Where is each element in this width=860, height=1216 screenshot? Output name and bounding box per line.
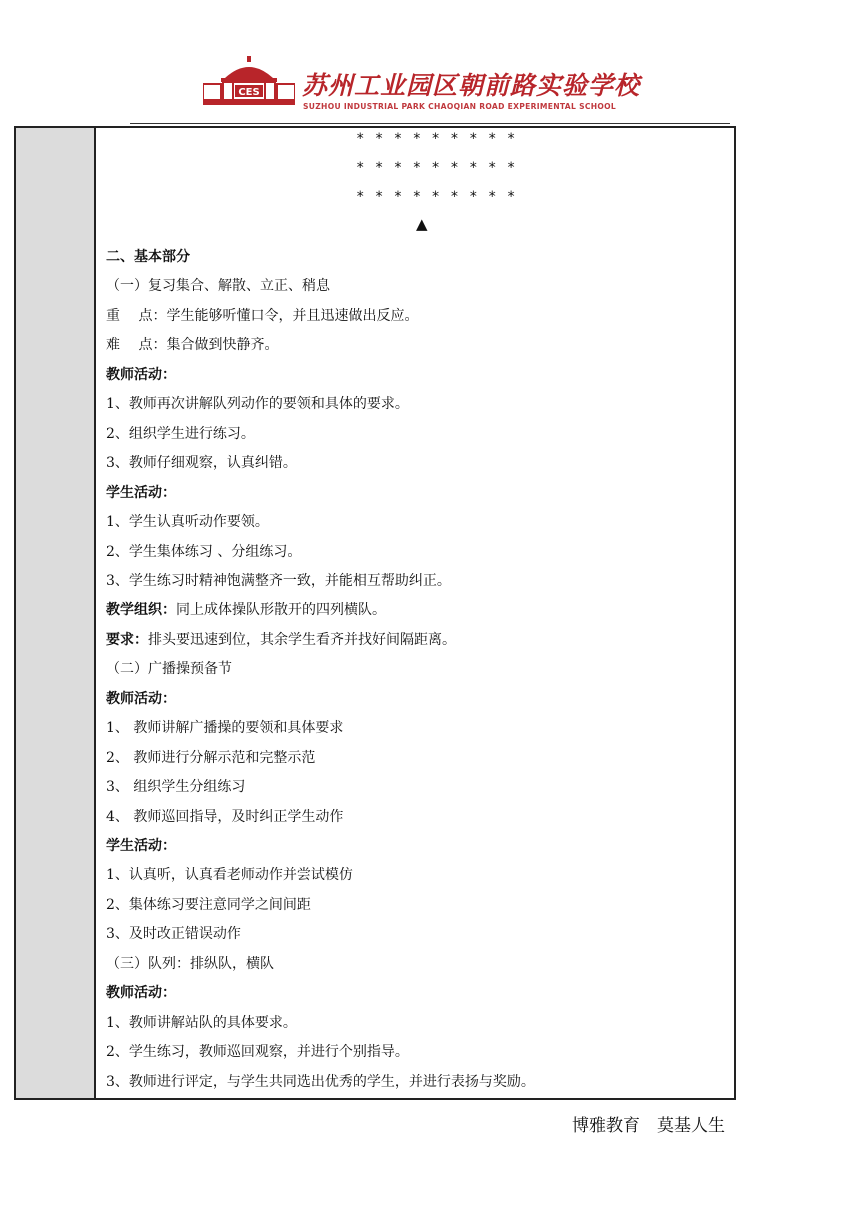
emblem-text: CES	[238, 87, 260, 98]
line-text: 难 点：集合做到快静齐。	[106, 337, 279, 354]
text-line	[106, 275, 330, 295]
line-text: 学生活动：	[106, 484, 176, 501]
line-text: 排头要迅速到位，其余学生看齐并找好间隔距离。	[148, 631, 456, 648]
text-line	[106, 658, 232, 678]
line-text: 1、学生认真听动作要领。	[106, 514, 269, 531]
line-text: 学生活动：	[106, 838, 176, 854]
line-text: 教师活动：	[106, 985, 176, 1002]
text-line	[106, 953, 274, 973]
line-text: 3、 组织学生分组练习	[106, 779, 246, 796]
teacher-position-marker: ▲	[416, 215, 428, 233]
header-divider	[130, 123, 730, 124]
text-line	[106, 629, 456, 649]
text-line	[106, 923, 241, 943]
line-text: 教师活动：	[106, 366, 176, 383]
text-line	[106, 1012, 297, 1032]
school-name-english: SUZHOU INDUSTRIAL PARK CHAOQIAN ROAD EXPERIMENTAL SCHOOL	[303, 102, 617, 111]
line-text: 2、学生集体练习 、分组练习。	[106, 543, 302, 560]
line-text: （一）复习集合、解散、立正、稍息	[106, 278, 330, 295]
line-text: 1、教师讲解站队的具体要求。	[106, 1014, 297, 1031]
text-line	[106, 334, 278, 354]
text-line	[106, 1071, 535, 1091]
line-label: 要求：	[106, 631, 148, 648]
text-line	[106, 482, 176, 502]
text-line	[106, 806, 343, 826]
text-line	[106, 364, 176, 384]
text-line	[106, 423, 255, 443]
table-label-column	[16, 128, 96, 1098]
text-line	[106, 452, 297, 472]
line-label: 教学组织：	[106, 602, 176, 619]
line-text: 2、组织学生进行练习。	[106, 425, 255, 442]
line-text: 3、学生练习时精神饱满整齐一致，并能相互帮助纠正。	[106, 572, 451, 589]
text-line	[106, 835, 176, 855]
text-line	[106, 747, 315, 767]
text-line	[106, 894, 311, 914]
text-line	[106, 1041, 409, 1061]
text-line	[106, 688, 176, 708]
footer-motto: 博雅教育 莫基人生	[572, 1116, 725, 1136]
text-line	[106, 305, 418, 325]
text-line	[106, 393, 409, 413]
text-line	[106, 776, 245, 796]
school-emblem-icon	[203, 54, 295, 108]
line-text: 3、教师进行评定，与学生共同选出优秀的学生，并进行表扬与奖励。	[106, 1073, 535, 1090]
formation-row: * * * * * * * * *	[356, 131, 517, 147]
text-line	[106, 511, 269, 531]
line-text: 3、教师仔细观察，认真纠错。	[106, 455, 297, 472]
text-line	[106, 246, 190, 266]
line-text: 1、 教师讲解广播操的要领和具体要求	[106, 720, 344, 737]
line-text: 2、 教师进行分解示范和完整示范	[106, 749, 316, 766]
formation-row: * * * * * * * * *	[356, 189, 517, 205]
line-text: 1、教师再次讲解队列动作的要领和具体的要求。	[106, 396, 409, 413]
line-text: 2、集体练习要注意同学之间间距	[106, 896, 311, 913]
line-text: 教师活动：	[106, 690, 176, 707]
lesson-plan-table	[14, 126, 736, 1100]
text-line	[106, 570, 451, 590]
text-line	[106, 982, 176, 1002]
text-line	[106, 541, 301, 561]
line-text: 2、学生练习，教师巡回观察，并进行个别指导。	[106, 1044, 409, 1061]
line-text: 3、及时改正错误动作	[106, 926, 241, 943]
page-header	[0, 0, 860, 122]
text-line	[106, 864, 353, 884]
text-line	[106, 717, 343, 737]
line-text: 重 点：学生能够听懂口令，并且迅速做出反应。	[106, 307, 419, 324]
school-name-chinese: 苏州工业园区朝前路实验学校	[302, 71, 641, 100]
line-text: 同上成体操队形散开的四列横队。	[176, 602, 386, 619]
line-text: （三）队列：排纵队，横队	[106, 955, 274, 972]
line-text: 4、 教师巡回指导，及时纠正学生动作	[106, 808, 344, 825]
line-text: 二、基本部分	[106, 249, 190, 265]
line-text: 1、认真听，认真看老师动作并尝试模仿	[106, 867, 353, 884]
line-text: （二）广播操预备节	[106, 661, 232, 678]
text-line	[106, 599, 386, 619]
formation-row: * * * * * * * * *	[356, 160, 517, 176]
